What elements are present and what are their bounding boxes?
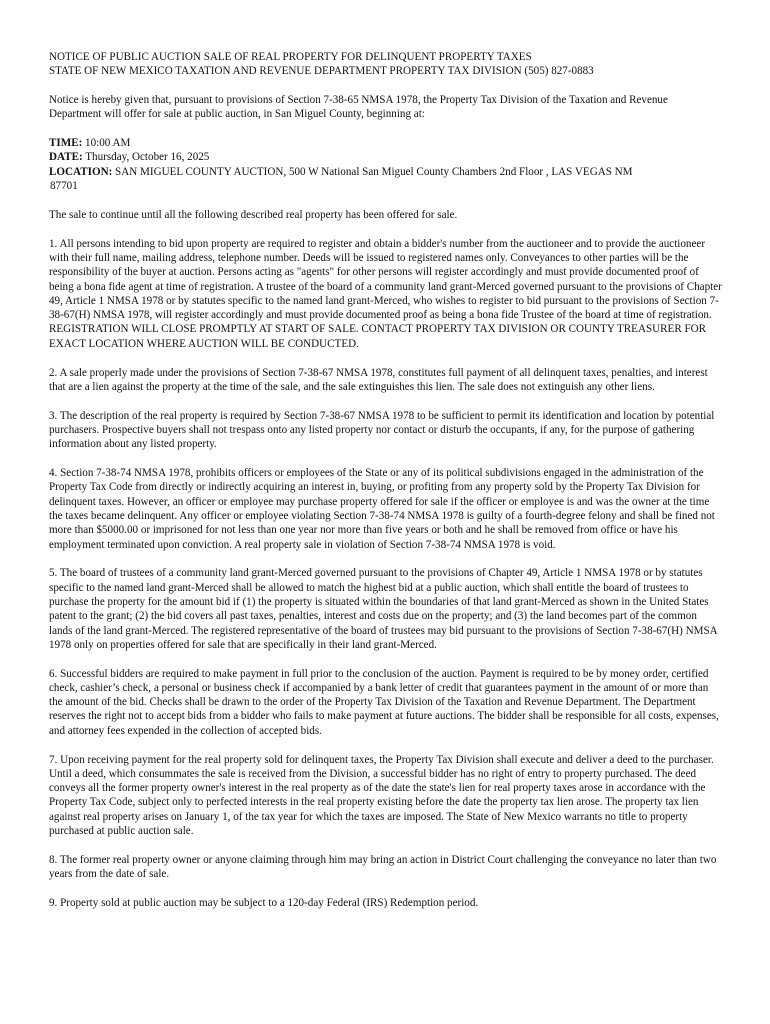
paragraph-7: 7. Upon receiving payment for the real property sold for delinquent taxes, the Property Tax Division shall execute and deliver a deed to the purchaser. Until a deed, which consummates the sale is received from the Division, a successful bidder has no right of entry to property purchased. The deed conveys all the former property owner's interest in the real property as of the date the state's lien for real property taxes arose in accordance with the Property Tax Code, subject only to perfected interests in the real property existing before the date the property tax lien arose. The property tax lien against real property arises on January 1, of the tax year for which the taxes are imposed. The State of New Mexico warrants no title to property purchased at public auction sale. (49, 753, 714, 838)
time-label: TIME: (49, 137, 83, 150)
paragraph-1: 1. All persons intending to bid upon property are required to register and obtain a bidder's number from the auctioneer and to provide the auctioneer with their full name, mailing address, telephone number. Deeds will be issued to registered names only. Conveyances to other parties will be the responsibility of the buyer at auction. Persons acting as "agents" for other persons will register accordingly and must provide documented proof of being a bona fide agent at time of registration. A trustee of the board of a community land grant-Merced governed pursuant to the provisions of Chapter 49, Article 1 NMSA 1978 or by statutes specific to the named land grant-Merced, who wishes to register to bid pursuant to the provisions of Section 7-38-67(H) NMSA 1978, will register accordingly and must provide documented proof as being a bona fide Trustee of the board at time of registration. REGISTRATION WILL CLOSE PROMPTLY AT START OF SALE. CONTACT PROPERTY TAX DIVISION OR COUNTY TREASURER FOR EXACT LOCATION WHERE AUCTION WILL BE CONDUCTED. (49, 237, 722, 350)
paragraph-5: 5. The board of trustees of a community land grant-Merced governed pursuant to the provisions of Chapter 49, Article 1 NMSA 1978 or by statutes specific to the named land grant-Merced shall be allowed to match the highest bid at a public auction, which shall entitle the board of trustees to purchase the property for the amount bid if (1) the property is situated within the boundaries of that land grant-Merced as shown in the United States patent to the grant; (2) the bid covers all past taxes, penalties, interest and costs due on the property; and (3) the land becomes part of the common lands of the land grant-Merced. The registered representative of the board of trustees may bid pursuant to the provisions of Section 7-38-67(H) NMSA 1978 only on properties offered for sale that are specifically in their land grant-Merced. (49, 567, 718, 651)
paragraph-6: 6. Successful bidders are required to make payment in full prior to the conclusion of the auction. Payment is required to be by money order, certified check, cashier’s check, a personal or business check if accompanied by a bank letter of credit that guarantees payment in the amount of or more than the amount of the bid. Checks shall be drawn to the order of the Property Tax Division of the Taxation and Revenue Department. The Department reserves the right not to accept bids from a bidder who fails to make payment at future auctions. The bidder shall be responsible for all costs, expenses, and attorney fees expended in the collection of accepted bids. (49, 667, 719, 737)
paragraph-8: 8. The former real property owner or anyone claiming through him may bring an action in District Court challenging the conveyance no later than two years from the date of sale. (49, 853, 717, 881)
date-value: Thursday, October 16, 2025 (82, 151, 210, 164)
paragraph-3: 3. The description of the real property is required by Section 7-38-67 NMSA 1978 to be sufficient to permit its identification and location by potential purchasers. Prospective buyers shall not trespass onto any listed property nor contact or disturb the occupants, if any, for the purpose of gathering information about any listed property. (49, 409, 715, 451)
time-line (49, 136, 722, 150)
notice-title: NOTICE OF PUBLIC AUCTION SALE OF REAL PROPERTY FOR DELINQUENT PROPERTY TAXES (49, 51, 532, 63)
auction-details (49, 136, 722, 193)
location-value: SAN MIGUEL COUNTY AUCTION, 500 W National San Miguel County Chambers 2nd Floor , LAS VEGAS NM (112, 165, 633, 178)
time-value: 10:00 AM (82, 137, 131, 150)
paragraph-4: 4. Section 7-38-74 NMSA 1978, prohibits officers or employees of the State or any of its political subdivisions engaged in the administration of the Property Tax Code from directly or indirectly acquiring an interest in, buying, or profiting from any property sold by the Property Tax Division for delinquent taxes. However, an officer or employee may purchase property offered for sale if the officer or employee is and was the owner at the time the taxes became delinquent. Any officer or employee violating Section 7-38-74 NMSA 1978 is guilty of a fourth-degree felony and shall be fined not more than $5000.00 or imprisoned for not less than one year nor more than five years or both and he shall be removed from office or have his employment terminated upon conviction. A real property sale in violation of Section 7-38-74 NMSA 1978 is void. (49, 467, 715, 551)
date-line (49, 150, 722, 164)
location-line (49, 165, 722, 179)
department-line: STATE OF NEW MEXICO TAXATION AND REVENUE DEPARTMENT PROPERTY TAX DIVISION (505) 827-0883 (49, 65, 594, 78)
paragraph-9: 9. Property sold at public auction may be subject to a 120-day Federal (IRS) Redemption period. (49, 896, 479, 909)
location-label: LOCATION: (49, 165, 113, 178)
continue-paragraph: The sale to continue until all the following described real property has been offered for sale. (49, 208, 458, 221)
location-zip: 87701 (50, 180, 78, 193)
date-label: DATE: (49, 151, 83, 164)
paragraph-2: 2. A sale properly made under the provisions of Section 7-38-67 NMSA 1978, constitutes full payment of all delinquent taxes, penalties, and interest that are a lien against the property at the time of the sale, and the sale extinguishes this lien. The sale does not extinguish any other liens. (49, 366, 708, 393)
intro-paragraph: Notice is hereby given that, pursuant to provisions of Section 7-38-65 NMSA 1978, the Property Tax Division of the Taxation and Revenue Department will offer for sale at public auction, in San Miguel County, beginning at: (49, 94, 668, 121)
